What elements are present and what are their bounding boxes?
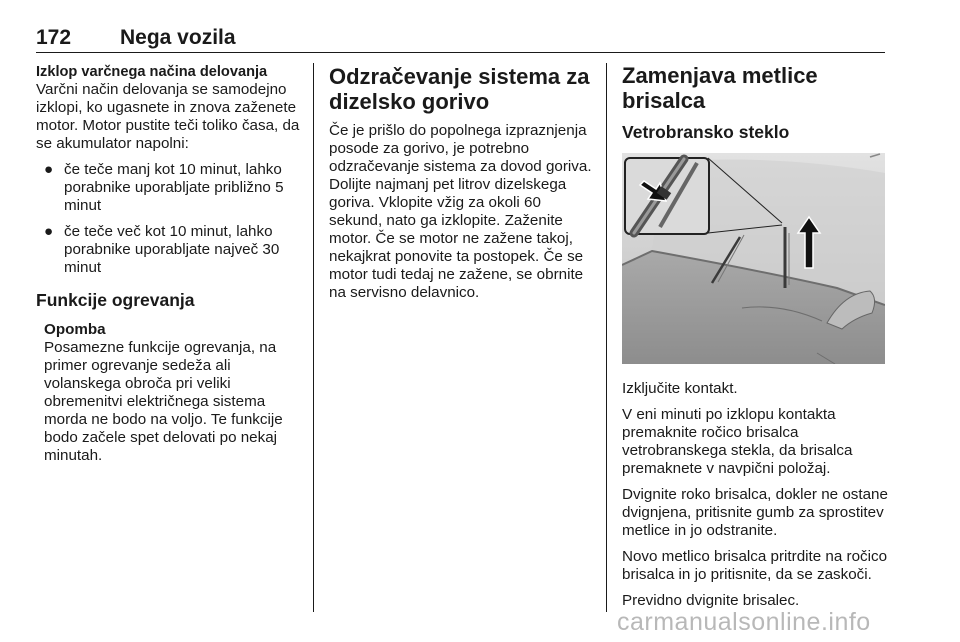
note-block: [44, 321, 304, 465]
column-left: [36, 63, 304, 465]
step-paragraph: Izključite kontakt.: [622, 380, 738, 397]
intro-paragraph: Varčni način delovanja se samodejno izklopi, ko ugasnete in znova zaženete motor. Motor pustite teči toliko časa, da se akumulator napolni:: [36, 81, 300, 152]
bullet-list: [36, 161, 304, 277]
column-right: [622, 63, 888, 618]
heading-wiper-blade-replacement: Zamenjava metlice brisalca: [622, 63, 818, 113]
wiper-illustration: [622, 153, 885, 364]
list-item: [36, 161, 304, 215]
step-paragraph: Novo metlico brisalca pritrdite na ročico brisalca in jo pritisnite, da se zaskoči.: [622, 548, 888, 583]
column-divider: [606, 63, 607, 612]
list-item: [36, 223, 304, 277]
watermark: carmanualsonline.info: [617, 608, 871, 636]
heading-heating-functions: Funkcije ogrevanja: [36, 290, 195, 310]
bullet-icon: ●: [44, 161, 54, 178]
column-divider: [313, 63, 314, 612]
step-paragraph: Dvignite roko brisalca, dokler ne ostane dvignjena, pritisnite gumb za sprostitev metlice in jo odstranite.: [622, 486, 888, 539]
step-paragraph: Previdno dvignite brisalec.: [622, 592, 800, 609]
fuel-bleeding-paragraph: Če je prišlo do popolnega izpraznjenja posode za gorivo, je potrebno odzračevanje sistema za dovod goriva. Dolijte najmanj pet litrov dizelskega goriva. Vklopite vžig za okoli 60 sekund, nato ga izklopite. Zaženite motor. Če se motor ne zažene takoj, nekajkrat ponovite ta postopek. Če se motor tudi tedaj ne zažene, se obrnite na servisno delavnico.: [329, 122, 592, 301]
step-paragraph: V eni minuti po izklopu kontakta premaknite ročico brisalca vetrobranskega stekla, da brisalca premaknete v navpični položaj.: [622, 406, 853, 477]
list-item-text: če teče manj kot 10 minut, lahko porabnike uporabljate približno 5 minut: [64, 161, 284, 214]
list-item-text: če teče več kot 10 minut, lahko porabnike uporabljate največ 30 minut: [64, 223, 280, 276]
page-number: 172: [36, 26, 72, 49]
subheading-windscreen: Vetrobransko steklo: [622, 122, 790, 142]
subheading-economy-mode: Izklop varčnega načina delovanja: [36, 64, 268, 80]
page-header: [36, 26, 885, 54]
running-title: Nega vozila: [120, 26, 236, 49]
heading-fuel-bleeding: Odzračevanje sistema za dizelsko gorivo: [329, 64, 590, 114]
note-text: Posamezne funkcije ogrevanja, na primer ogrevanje sedeža ali volanskega obroča pri veliki obremenitvi električnega sistema morda ne bodo na voljo. Te funkcije bodo začele spet delovati po nekaj minutah.: [44, 339, 283, 464]
note-title: Opomba: [44, 321, 106, 338]
header-rule: [36, 52, 885, 53]
bullet-icon: ●: [44, 223, 54, 240]
column-middle: [329, 63, 595, 310]
